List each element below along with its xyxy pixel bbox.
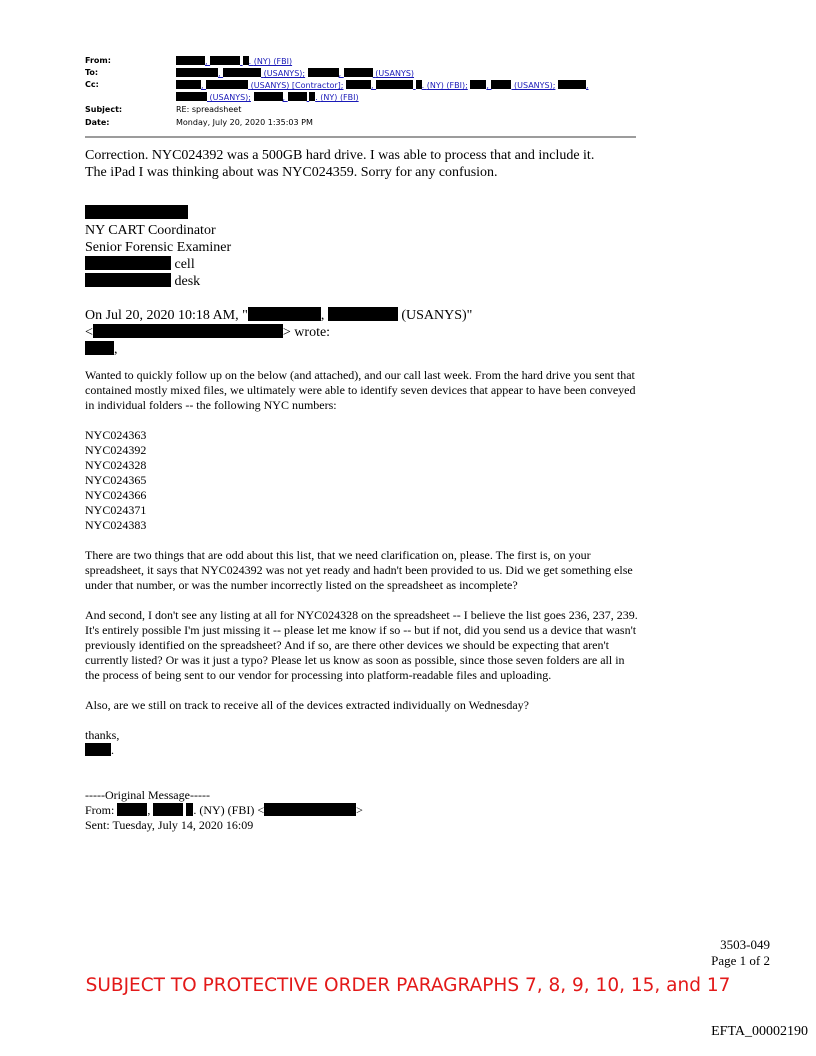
list-item: NYC024366 [85, 488, 147, 502]
list-item: NYC024365 [85, 473, 147, 487]
redaction [210, 56, 240, 65]
quote-para-3: And second, I don't see any listing at all for NYC024328 on the spreadsheet -- I believe the list goes 236, 237, 239. It's entirely possible I'm just missing it -- please let me know if so -- but if not, did you send us a device that wasn't previously identified on the spreadsheet? And if so, are there other devices we should be expecting that aren't currently listed? Or was it just a typo? Please let us know as soon as possible, since those seven folders are all in the process of being sent to our vendor for processing into platform-readable files and uploading. [85, 608, 638, 682]
signature [85, 205, 645, 290]
document-number: 3503-049 [720, 937, 770, 952]
redaction [376, 80, 413, 89]
reply-line-2: The iPad I was thinking about was NYC024359. Sorry for any confusion. [85, 165, 498, 180]
original-sent: Sent: Tuesday, July 14, 2020 16:09 [85, 818, 254, 832]
quote-thanks: thanks, [85, 728, 120, 742]
cc-value-line1[interactable]: , (USANYS) [Contractor]; , . (NY) (FBI); , (USANYS); , [176, 80, 589, 90]
quote-para-1: Wanted to quickly follow up on the below (and attached), and our call last week. From the hard drive you sent that contained mostly mixed files, we ultimately were able to identify seven devices that appear to have been conveyed in individual folders -- the following NYC numbers: [85, 368, 636, 412]
cc-link-1[interactable]: (USANYS) [Contractor]; [250, 81, 344, 90]
redaction [470, 80, 486, 89]
quote-attribution: On Jul 20, 2020 10:18 AM, " , (USANYS)" [85, 308, 473, 323]
protective-order-stamp: SUBJECT TO PROTECTIVE ORDER PARAGRAPHS 7, 8, 9, 10, 15, and 17 [85, 975, 731, 996]
redaction [117, 803, 147, 816]
from-label: From: [85, 56, 111, 65]
from-link[interactable]: (NY) (FBI) [253, 57, 293, 66]
redaction [176, 80, 201, 89]
cc-link-4[interactable]: (USANYS); [209, 93, 251, 102]
redaction [176, 92, 207, 101]
subject-label: Subject: [85, 105, 123, 114]
cc-link-5[interactable]: (NY) (FBI) [320, 93, 359, 102]
cc-link-3[interactable]: (USANYS); [513, 81, 556, 90]
quote-greeting: , [85, 341, 645, 358]
page-number: Page 1 of 2 [711, 953, 770, 968]
redaction [85, 205, 188, 219]
list-item: NYC024363 [85, 428, 147, 442]
email-body [85, 147, 645, 833]
redaction [346, 80, 371, 89]
redaction [308, 68, 339, 77]
from-value[interactable]: , . (NY) (FBI) [176, 56, 292, 66]
redaction [264, 803, 356, 816]
redaction [223, 68, 261, 77]
cc-value-line2[interactable]: (USANYS); , . (NY) (FBI) [176, 92, 359, 102]
quote-attribution-email: < > wrote: [85, 325, 331, 340]
redaction [328, 307, 398, 321]
to-label: To: [85, 68, 99, 77]
bates-number: EFTA_00002190 [711, 1024, 808, 1039]
redaction [85, 273, 171, 287]
sig-desk: desk [174, 274, 201, 289]
redaction [288, 92, 307, 101]
list-item: NYC024328 [85, 458, 147, 472]
date-value: Monday, July 20, 2020 1:35:03 PM [176, 118, 313, 127]
cc-link-2[interactable]: (NY) (FBI); [426, 81, 468, 90]
original-from: From: , . (NY) (FBI) < > [85, 803, 363, 817]
redaction [248, 307, 321, 321]
list-item: NYC024383 [85, 518, 147, 532]
header-divider [85, 136, 636, 138]
sig-cell: cell [174, 257, 195, 272]
cc-label: Cc: [85, 80, 99, 89]
redaction [176, 56, 205, 65]
redaction [491, 80, 511, 89]
redaction [254, 92, 283, 101]
redaction [93, 324, 283, 338]
quote-para-4: Also, are we still on track to receive all of the devices extracted individually on Wednesday? [85, 698, 529, 712]
redaction [85, 341, 114, 355]
sig-title-1: NY CART Coordinator [85, 223, 216, 238]
to-value[interactable]: , (USANYS); , (USANYS) [176, 68, 414, 78]
redaction [344, 68, 373, 77]
to-link-1[interactable]: (USANYS); [263, 69, 306, 78]
quote-signoff: . [85, 743, 645, 758]
subject-value: RE: spreadsheet [176, 105, 242, 114]
list-item: NYC024371 [85, 503, 147, 517]
redaction [206, 80, 248, 89]
original-message-divider: -----Original Message----- [85, 788, 210, 802]
reply-line-1: Correction. NYC024392 was a 500GB hard drive. I was able to process that and include it. [85, 148, 595, 163]
redaction [176, 68, 218, 77]
redaction [85, 743, 111, 756]
date-label: Date: [85, 118, 110, 127]
to-link-2[interactable]: (USANYS) [375, 69, 415, 78]
redaction [558, 80, 586, 89]
redaction [85, 256, 171, 270]
redaction [153, 803, 183, 816]
sig-title-2: Senior Forensic Examiner [85, 240, 232, 255]
nyc-number-list [85, 428, 645, 533]
list-item: NYC024392 [85, 443, 147, 457]
quote-para-2: There are two things that are odd about this list, that we need clarification on, please. The first is, on your spreadsheet, it says that NYC024392 was not yet ready and hadn't been provided to us. Did we get something else under that number, or was the number incorrectly listed on the spreadsheet as incomplete? [85, 548, 633, 592]
